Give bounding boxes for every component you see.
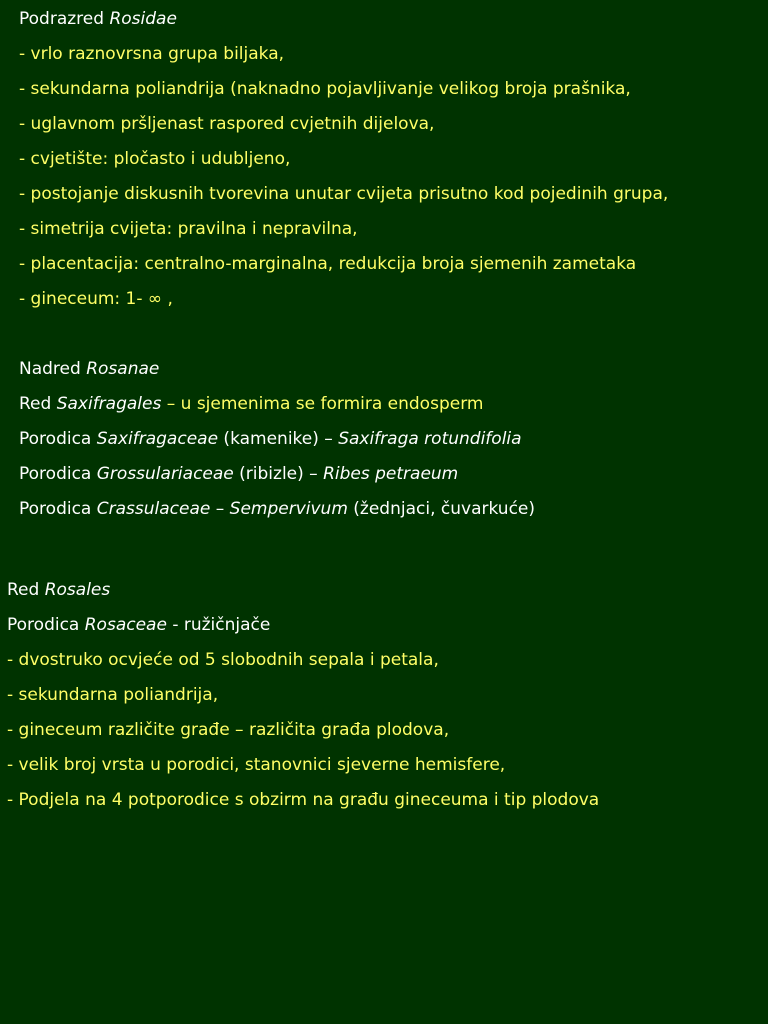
bullet-item: - postojanje diskusnih tvorevina unutar cvijeta prisutno kod pojedinih grupa,	[19, 184, 669, 204]
bullet-item: - Podjela na 4 potporodice s obzirm na građu gineceuma i tip plodova	[7, 790, 600, 810]
bullet-item: - cvjetište: pločasto i udubljeno,	[19, 149, 291, 169]
family-heading: Porodica Rosaceae - ružičnjače	[7, 615, 271, 635]
section-rosidae	[19, 2, 668, 317]
taxon-name: Rosanae	[86, 359, 160, 379]
species-name: Ribes petraeum	[323, 464, 459, 484]
taxon-name: Grossulariaceae	[96, 464, 234, 484]
bullet-item: - simetrija cvijeta: pravilna i nepravilna,	[19, 219, 358, 239]
bullet-item: - dvostruko ocvjeće od 5 slobodnih sepala i petala,	[7, 650, 439, 670]
species-name: Saxifraga rotundifolia	[338, 429, 522, 449]
species-name: Sempervivum	[229, 499, 348, 519]
taxon-name: Rosaceae	[84, 615, 167, 635]
section-rosanae	[19, 352, 535, 527]
family-line: Porodica Crassulaceae – Sempervivum (žednjaci, čuvarkuće)	[19, 499, 536, 519]
taxon-name: Rosales	[44, 580, 111, 600]
section-rosales	[7, 573, 599, 818]
superorder-heading: Nadred Rosanae	[19, 359, 160, 379]
bullet-item: - velik broj vrsta u porodici, stanovnici sjeverne hemisfere,	[7, 755, 506, 775]
family-line: Porodica Grossulariaceae (ribizle) – Ribes petraeum	[19, 464, 459, 484]
family-line: Porodica Saxifragaceae (kamenike) – Saxifraga rotundifolia	[19, 429, 522, 449]
bullet-item: - sekundarna poliandrija,	[7, 685, 219, 705]
taxon-name: Saxifragales	[56, 394, 162, 414]
subclass-heading: Podrazred Rosidae	[19, 9, 177, 29]
bullet-item: - vrlo raznovrsna grupa biljaka,	[19, 44, 285, 64]
order-line: Red Saxifragales – u sjemenima se formira endosperm	[19, 394, 484, 414]
taxon-name: Rosidae	[109, 9, 177, 29]
bullet-item: - gineceum različite građe – različita građa plodova,	[7, 720, 450, 740]
bullet-item: - gineceum: 1- ∞ ,	[19, 289, 173, 309]
bullet-item: - sekundarna poliandrija (naknadno pojavljivanje velikog broja prašnika,	[19, 79, 631, 99]
bullet-item: - placentacija: centralno-marginalna, redukcija broja sjemenih zametaka	[19, 254, 637, 274]
bullet-item: - uglavnom pršljenast raspored cvjetnih dijelova,	[19, 114, 435, 134]
taxon-name: Saxifragaceae	[96, 429, 219, 449]
taxon-name: Crassulaceae	[96, 499, 211, 519]
order-heading: Red Rosales	[7, 580, 111, 600]
